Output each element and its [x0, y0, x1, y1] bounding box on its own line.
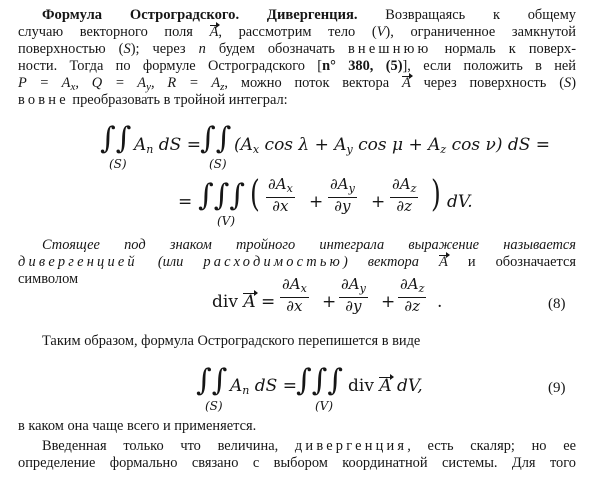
text-run: , рассмотрим тело ( — [218, 24, 377, 40]
subscript: z — [220, 81, 225, 93]
symbol-v: V — [376, 24, 386, 40]
denominator: ∂x — [286, 297, 303, 315]
text-run: ) — [571, 75, 576, 91]
text-run: поверхностью ( — [18, 41, 124, 57]
formula1-tail: dV. — [447, 192, 473, 212]
subscript: x — [70, 81, 76, 93]
spaced-word: расходимостью — [203, 254, 343, 270]
equals-sign: = — [178, 192, 193, 212]
text-run: Стоящее под знаком тройного интеграла выражение называется — [42, 237, 576, 253]
numerator: ∂A — [330, 175, 349, 193]
reference: n° 380, (5) — [322, 58, 403, 74]
text-run: ности. Тогда по формуле Остроградского [ — [18, 58, 323, 74]
text-run: , можно поток вектора — [224, 75, 402, 91]
subscript: z — [410, 182, 417, 195]
subscript: y — [146, 81, 151, 93]
limit-s: (S) — [109, 157, 127, 171]
spaced-word: вовне — [18, 92, 69, 108]
para5-line1 — [18, 438, 576, 455]
plus-sign: + — [322, 292, 337, 312]
math-run: , Q = A — [75, 75, 147, 91]
limit-s: (S) — [205, 399, 223, 413]
text-run: через поверхность ( — [410, 75, 564, 91]
lhs-a: A — [230, 376, 243, 396]
text-run: символом — [18, 271, 79, 287]
vector-a: A — [209, 24, 219, 40]
numerator: ∂A — [400, 275, 419, 293]
fraction-dax-dx — [266, 176, 295, 215]
text-run: преобразовать в тройной интеграл: — [68, 92, 288, 108]
double-integral-sign: ∫∫ — [200, 121, 232, 156]
para1-line1-text: Возвращаясь к общему — [385, 7, 576, 23]
para1-line2 — [18, 24, 576, 41]
para1-line6 — [18, 92, 576, 109]
vector-a: A — [243, 292, 256, 312]
fraction-dax-dx — [280, 276, 309, 315]
text-run: ); через — [130, 41, 199, 57]
limit-v: (V) — [217, 214, 236, 228]
text-run: нормаль к поверх- — [431, 41, 576, 57]
para2-line1 — [18, 237, 576, 254]
denominator: ∂z — [396, 197, 413, 215]
para1-line3 — [18, 41, 576, 58]
period: . — [437, 292, 443, 312]
para1-line1 — [18, 7, 576, 24]
div-operator: div — [348, 376, 374, 396]
numerator: ∂A — [341, 275, 360, 293]
numerator: ∂A — [268, 175, 287, 193]
limit-s: (S) — [209, 157, 227, 171]
plus-sign: + — [309, 192, 324, 212]
equation-number-8: (8) — [548, 296, 566, 312]
limit-v: (V) — [315, 399, 334, 413]
text-run: ], если положить в ней — [402, 58, 576, 74]
subscript: x — [300, 282, 307, 295]
text-run: будем обозначать — [205, 41, 348, 57]
numerator: ∂A — [282, 275, 301, 293]
text-run: , есть скаляр; но ее — [407, 438, 576, 454]
formula3-rhs — [348, 376, 423, 396]
subscript: x — [286, 182, 293, 195]
subscript: n — [242, 384, 250, 397]
formula1-rhs — [234, 135, 550, 160]
para5-line2 — [18, 455, 576, 472]
equals-sign: = — [261, 292, 276, 312]
math-run: (A — [234, 135, 253, 155]
text-run: случаю векторного поля — [18, 24, 210, 40]
text-run: определение формально связано с выбором координатной системы. Для того — [18, 455, 576, 471]
subscript: n — [146, 143, 154, 156]
text-run: в каком она чаще всего и применяется. — [18, 418, 257, 434]
formula1-lhs — [134, 135, 201, 160]
symbol-n: n — [198, 41, 206, 57]
plus-sign: + — [381, 292, 396, 312]
subscript: y — [359, 282, 366, 295]
text-run: Введенная только что величина, — [42, 438, 295, 454]
subscript: z — [440, 143, 447, 156]
text-run: (или — [137, 254, 204, 270]
fraction-day-dy — [328, 176, 357, 215]
para3-line1 — [18, 333, 576, 350]
symbol-s: S — [564, 75, 572, 91]
denominator: ∂x — [272, 197, 289, 215]
denominator: ∂y — [334, 197, 351, 215]
text-run: ) вектора — [342, 254, 439, 270]
subscript: y — [348, 182, 355, 195]
div-a — [212, 292, 275, 312]
spaced-word: дивергенцией — [18, 254, 138, 270]
vector-a: A — [401, 75, 411, 91]
para2-line2 — [18, 254, 576, 271]
text-run: Таким образом, формула Остроградского перепишется в виде — [42, 333, 421, 349]
numerator: ∂A — [392, 175, 411, 193]
formula3-tail: dV, — [397, 376, 423, 396]
double-integral-sign: ∫∫ — [196, 363, 228, 398]
symbol-s: S — [123, 41, 131, 57]
para4-line1 — [18, 418, 576, 435]
triple-integral-sign: ∫∫∫ — [198, 178, 245, 213]
double-integral-sign: ∫∫ — [100, 121, 132, 156]
fraction-day-dy — [339, 276, 368, 315]
lhs-tail: dS = — [249, 376, 297, 396]
denominator: ∂z — [404, 297, 421, 315]
equation-number-9: (9) — [548, 380, 566, 396]
formula3-lhs — [230, 376, 297, 401]
math-run: cos ν) dS = — [446, 135, 551, 155]
spaced-word: внешнюю — [347, 41, 432, 57]
math-run: cos μ + A — [352, 135, 441, 155]
vector-a: A — [439, 254, 448, 270]
section-heading: Формула Остроградского. Дивергенция. — [42, 7, 358, 23]
math-run: cos λ + A — [259, 135, 347, 155]
subscript: y — [346, 143, 353, 156]
denominator: ∂y — [345, 297, 362, 315]
lhs-a: A — [134, 135, 147, 155]
fraction-daz-dz — [398, 276, 426, 315]
fraction-daz-dz — [390, 176, 418, 215]
math-run: P = A — [18, 75, 71, 91]
vector-a: A — [379, 376, 392, 396]
triple-integral-sign: ∫∫∫ — [296, 363, 343, 398]
close-paren: ) — [431, 174, 441, 215]
open-paren: ( — [250, 174, 260, 215]
lhs-tail: dS = — [153, 135, 201, 155]
para1-line4 — [18, 58, 576, 75]
math-run: , R = A — [150, 75, 221, 91]
plus-sign: + — [371, 192, 386, 212]
div-operator: div — [212, 292, 238, 312]
subscript: z — [418, 282, 425, 295]
subscript: x — [252, 143, 260, 156]
text-run: и обозначается — [447, 254, 576, 270]
spaced-word: дивергенция — [294, 438, 408, 454]
text-run: ), ограниченное замкнутой — [385, 24, 576, 40]
